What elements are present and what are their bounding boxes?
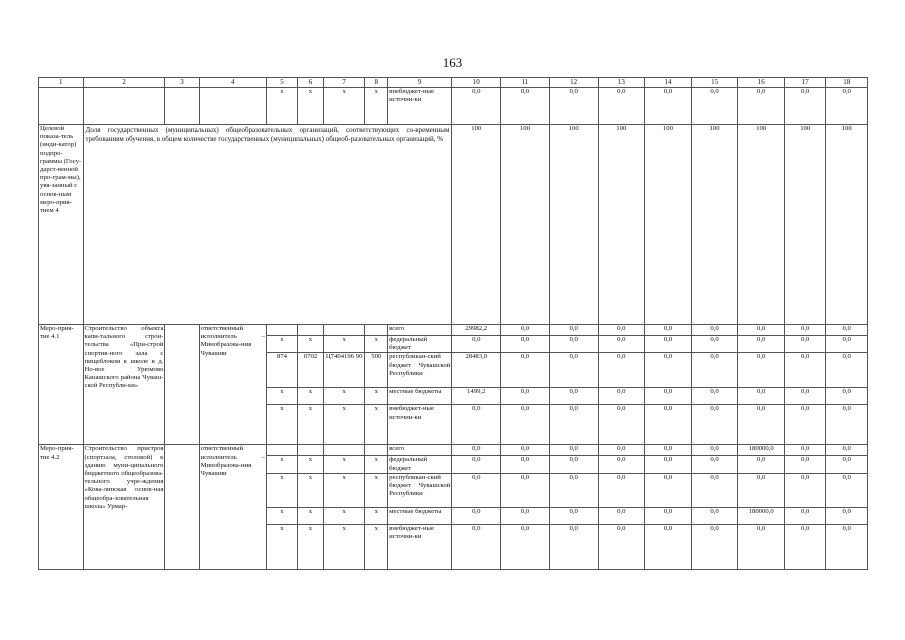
value-cell: 0,0: [598, 336, 645, 353]
value-cell: 0,0: [826, 336, 868, 353]
value-cell: 0,0: [501, 88, 550, 125]
column-header: 13: [598, 78, 645, 88]
value-cell: 0,0: [501, 353, 550, 388]
code-cell: x: [266, 88, 297, 125]
funding-source-cell: внебюджет-ные источни-ки: [388, 524, 452, 569]
indicator-value-cell: 100: [452, 125, 501, 325]
code-cell: x: [298, 524, 324, 569]
value-cell: 0,0: [738, 524, 785, 569]
column-header: 8: [365, 78, 388, 88]
funding-source-cell: республикан-ский бюджет Чувашской Республики: [388, 353, 452, 388]
code-cell: x: [365, 388, 388, 405]
code-cell: x: [365, 473, 388, 507]
code-cell: x: [323, 456, 364, 473]
value-cell: 0,0: [549, 456, 598, 473]
indicator-value-cell: 100: [826, 125, 868, 325]
code-cell: x: [298, 388, 324, 405]
empty-cell: [199, 88, 266, 125]
column-header: 4: [199, 78, 266, 88]
value-cell: 0,0: [785, 456, 826, 473]
indicator-value-cell: 100: [501, 125, 550, 325]
code-cell: 874: [266, 353, 297, 388]
value-cell: 0,0: [549, 507, 598, 524]
value-cell: 0,0: [826, 88, 868, 125]
value-cell: 0,0: [549, 473, 598, 507]
value-cell: 0,0: [501, 456, 550, 473]
code-cell: x: [266, 388, 297, 405]
value-cell: 0,0: [598, 405, 645, 445]
value-cell: 0,0: [501, 524, 550, 569]
value-cell: 0,0: [452, 445, 501, 456]
value-cell: 0,0: [785, 388, 826, 405]
column-header: 12: [549, 78, 598, 88]
empty-cell: [39, 88, 84, 125]
value-cell: 0,0: [738, 336, 785, 353]
value-cell: 0,0: [452, 507, 501, 524]
value-cell: 0,0: [549, 325, 598, 336]
value-cell: 0,0: [826, 524, 868, 569]
code-cell: x: [365, 336, 388, 353]
value-cell: 0,0: [785, 405, 826, 445]
column-header: 16: [738, 78, 785, 88]
code-cell: x: [298, 88, 324, 125]
code-cell: [323, 445, 364, 456]
value-cell: 0,0: [738, 88, 785, 125]
funding-source-cell: всего: [388, 445, 452, 456]
indicator-value-cell: 100: [785, 125, 826, 325]
value-cell: 0,0: [738, 473, 785, 507]
code-cell: [365, 325, 388, 336]
value-cell: 0,0: [645, 445, 692, 456]
value-cell: 0,0: [598, 473, 645, 507]
indicator-value-cell: 100: [598, 125, 645, 325]
code-cell: x: [266, 473, 297, 507]
code-cell: [365, 445, 388, 456]
value-cell: 0,0: [598, 524, 645, 569]
column-header: 5: [266, 78, 297, 88]
empty-cell: [165, 325, 199, 445]
value-cell: 0,0: [549, 88, 598, 125]
value-cell: 0,0: [549, 445, 598, 456]
value-cell: 29982,2: [452, 325, 501, 336]
measure-row: [39, 445, 868, 456]
value-cell: 0,0: [826, 456, 868, 473]
column-header: 17: [785, 78, 826, 88]
value-cell: 0,0: [691, 473, 738, 507]
value-cell: 0,0: [738, 353, 785, 388]
value-cell: 0,0: [826, 507, 868, 524]
funding-source-cell: внебюджет-ные источни-ки: [388, 405, 452, 445]
code-cell: 500: [365, 353, 388, 388]
value-cell: 0,0: [691, 388, 738, 405]
column-header: 6: [298, 78, 324, 88]
value-cell: 0,0: [501, 388, 550, 405]
code-cell: x: [323, 388, 364, 405]
value-cell: 0,0: [452, 405, 501, 445]
measure-label-cell: Меро-прия-тие 4.2: [39, 445, 84, 569]
indicator-label-cell: Целевой показа-тель (инди-катор) подпро-граммы (Госу-дарст-венной про-грам-мы), увя-занный с основ-ным меро-прия-тием 4: [39, 125, 84, 325]
value-cell: 0,0: [826, 388, 868, 405]
value-cell: 0,0: [691, 507, 738, 524]
funding-source-cell: федеральный бюджет: [388, 456, 452, 473]
code-cell: x: [323, 336, 364, 353]
column-header: 18: [826, 78, 868, 88]
value-cell: 0,0: [501, 473, 550, 507]
value-cell: 0,0: [785, 445, 826, 456]
column-header: 9: [388, 78, 452, 88]
code-cell: x: [266, 456, 297, 473]
code-cell: [298, 325, 324, 336]
code-cell: x: [323, 405, 364, 445]
value-cell: 0,0: [691, 405, 738, 445]
value-cell: 0,0: [785, 524, 826, 569]
code-cell: x: [365, 88, 388, 125]
value-cell: 0,0: [598, 388, 645, 405]
column-header: 14: [645, 78, 692, 88]
value-cell: 0,0: [826, 353, 868, 388]
value-cell: 0,0: [598, 88, 645, 125]
value-cell: 28483,0: [452, 353, 501, 388]
code-cell: x: [298, 507, 324, 524]
executor-cell: ответственный исполнитель – Минобразова-ния Чувашии: [199, 445, 266, 569]
value-cell: 180000,0: [738, 507, 785, 524]
funding-source-cell: всего: [388, 325, 452, 336]
value-cell: 0,0: [785, 325, 826, 336]
value-cell: 0,0: [738, 405, 785, 445]
code-cell: [266, 325, 297, 336]
column-header: 10: [452, 78, 501, 88]
value-cell: 0,0: [826, 473, 868, 507]
value-cell: 0,0: [549, 388, 598, 405]
code-cell: x: [266, 507, 297, 524]
value-cell: 0,0: [785, 473, 826, 507]
value-cell: 0,0: [549, 353, 598, 388]
value-cell: 180000,0: [738, 445, 785, 456]
funding-source-cell: внебюджет-ные источни-ки: [388, 88, 452, 125]
code-cell: x: [298, 456, 324, 473]
column-header: 2: [83, 78, 165, 88]
value-cell: 0,0: [598, 353, 645, 388]
value-cell: 0,0: [738, 388, 785, 405]
indicator-text-cell: Доля государственных (муниципальных) общеобразовательных организаций, соответствующих со-временным требованиям обучения, в общем количестве государственных (муниципальных) общеоб-разовательных организаций, %: [83, 125, 452, 325]
value-cell: 0,0: [501, 445, 550, 456]
value-cell: 0,0: [645, 325, 692, 336]
code-cell: x: [323, 88, 364, 125]
value-cell: 0,0: [549, 336, 598, 353]
column-header: 7: [323, 78, 364, 88]
measure-label-cell: Меро-прия-тие 4.1: [39, 325, 84, 445]
value-cell: 0,0: [452, 456, 501, 473]
value-cell: 0,0: [598, 507, 645, 524]
value-cell: 0,0: [785, 353, 826, 388]
value-cell: 0,0: [452, 473, 501, 507]
value-cell: 0,0: [691, 88, 738, 125]
budget-table: [38, 77, 868, 570]
value-cell: 0,0: [452, 524, 501, 569]
value-cell: 0,0: [452, 336, 501, 353]
funding-source-cell: республикан-ский бюджет Чувашской Республики: [388, 473, 452, 507]
value-cell: 0,0: [452, 88, 501, 125]
code-cell: x: [266, 405, 297, 445]
value-cell: 0,0: [645, 456, 692, 473]
table-row: [39, 88, 868, 125]
code-cell: x: [266, 336, 297, 353]
code-cell: 0702: [298, 353, 324, 388]
empty-cell: [83, 88, 165, 125]
value-cell: 0,0: [645, 388, 692, 405]
code-cell: x: [323, 524, 364, 569]
code-cell: [298, 445, 324, 456]
indicator-value-cell: 100: [645, 125, 692, 325]
value-cell: 0,0: [826, 445, 868, 456]
value-cell: 0,0: [691, 456, 738, 473]
column-header: 1: [39, 78, 84, 88]
value-cell: 0,0: [738, 325, 785, 336]
value-cell: 0,0: [645, 336, 692, 353]
empty-cell: [165, 445, 199, 569]
value-cell: 0,0: [645, 524, 692, 569]
value-cell: 0,0: [691, 353, 738, 388]
column-header: 11: [501, 78, 550, 88]
funding-source-cell: местные бюджеты: [388, 507, 452, 524]
value-cell: 0,0: [501, 507, 550, 524]
value-cell: 0,0: [549, 405, 598, 445]
value-cell: 0,0: [645, 353, 692, 388]
value-cell: 0,0: [645, 507, 692, 524]
executor-cell: ответственный исполнитель – Минобразова-ния Чувашии: [199, 325, 266, 445]
indicator-value-cell: 100: [691, 125, 738, 325]
value-cell: 0,0: [738, 456, 785, 473]
empty-cell: [165, 88, 199, 125]
funding-source-cell: федеральный бюджет: [388, 336, 452, 353]
code-cell: x: [266, 524, 297, 569]
funding-source-cell: местные бюджеты: [388, 388, 452, 405]
code-cell: Ц7404196 90: [323, 353, 364, 388]
indicator-value-cell: 100: [738, 125, 785, 325]
value-cell: 0,0: [691, 524, 738, 569]
code-cell: x: [298, 336, 324, 353]
code-cell: x: [323, 507, 364, 524]
value-cell: 0,0: [501, 336, 550, 353]
value-cell: 0,0: [691, 325, 738, 336]
value-cell: 0,0: [598, 325, 645, 336]
value-cell: 0,0: [785, 88, 826, 125]
value-cell: 0,0: [645, 405, 692, 445]
column-header: 3: [165, 78, 199, 88]
value-cell: 0,0: [826, 405, 868, 445]
value-cell: 0,0: [501, 325, 550, 336]
value-cell: 0,0: [645, 473, 692, 507]
header-row: [39, 78, 868, 88]
value-cell: 0,0: [598, 456, 645, 473]
value-cell: 0,0: [598, 445, 645, 456]
code-cell: x: [365, 405, 388, 445]
indicator-value-cell: 100: [549, 125, 598, 325]
value-cell: 0,0: [691, 445, 738, 456]
value-cell: 0,0: [501, 405, 550, 445]
value-cell: 0,0: [785, 336, 826, 353]
column-header: 15: [691, 78, 738, 88]
value-cell: 0,0: [785, 507, 826, 524]
code-cell: x: [323, 473, 364, 507]
value-cell: 0,0: [691, 336, 738, 353]
code-cell: x: [365, 524, 388, 569]
measure-name-cell: Строительство объекта капи-тального строи-тельства «При-строй спортив-ного зала с пищеблоком к школе в д. Но-вое Урюмово Канашского района Чуваш-ской Республи-ки»: [83, 325, 165, 445]
code-cell: x: [298, 473, 324, 507]
value-cell: 0,0: [826, 325, 868, 336]
measure-name-cell: Строительство пристроя (спортзала, столовой) к зданию муни-ципального бюджетного общеобразова-тельного учре-ждения «Кова-линская основ-ная общеобра-зовательная школа» Урмар-: [83, 445, 165, 569]
code-cell: x: [298, 405, 324, 445]
code-cell: x: [365, 507, 388, 524]
value-cell: 1499,2: [452, 388, 501, 405]
value-cell: 0,0: [645, 88, 692, 125]
page-number: 163: [442, 55, 463, 70]
target-indicator-row: [39, 125, 868, 325]
code-cell: x: [365, 456, 388, 473]
value-cell: 0,0: [549, 524, 598, 569]
code-cell: [323, 325, 364, 336]
measure-row: [39, 325, 868, 336]
code-cell: [266, 445, 297, 456]
